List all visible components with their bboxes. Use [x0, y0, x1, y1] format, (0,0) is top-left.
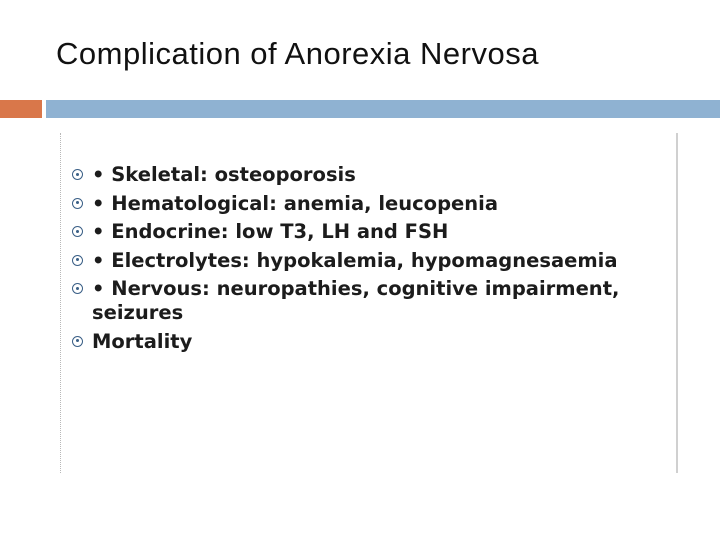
bullet-text: • Endocrine: low T3, LH and FSH	[92, 220, 449, 243]
list-item	[72, 220, 652, 244]
list-item	[72, 192, 652, 216]
list-item	[72, 249, 652, 273]
circle-bullet-icon	[72, 226, 83, 237]
circle-bullet-icon	[72, 336, 83, 347]
bullet-text: • Nervous: neuropathies, cognitive impairment, seizures	[92, 277, 620, 324]
bullet-text: Mortality	[92, 329, 193, 353]
circle-bullet-icon	[72, 283, 83, 294]
circle-bullet-icon	[72, 198, 83, 209]
accent-bar-blue	[46, 100, 720, 118]
accent-block-orange	[0, 100, 42, 118]
list-item	[72, 330, 652, 354]
content-image	[60, 133, 678, 473]
list-item	[72, 163, 652, 187]
image-right-border	[676, 133, 678, 473]
slide-title: Complication of Anorexia Nervosa	[56, 36, 539, 71]
bullet-text: • Electrolytes: hypokalemia, hypomagnesaemia	[92, 248, 618, 272]
list-item	[72, 277, 652, 325]
bullet-list	[72, 163, 652, 358]
circle-bullet-icon	[72, 169, 83, 180]
circle-bullet-icon	[72, 255, 83, 266]
bullet-text: • Skeletal: osteoporosis	[92, 163, 356, 186]
bullet-text: • Hematological: anemia, leucopenia	[92, 191, 498, 215]
image-left-border	[60, 133, 61, 473]
